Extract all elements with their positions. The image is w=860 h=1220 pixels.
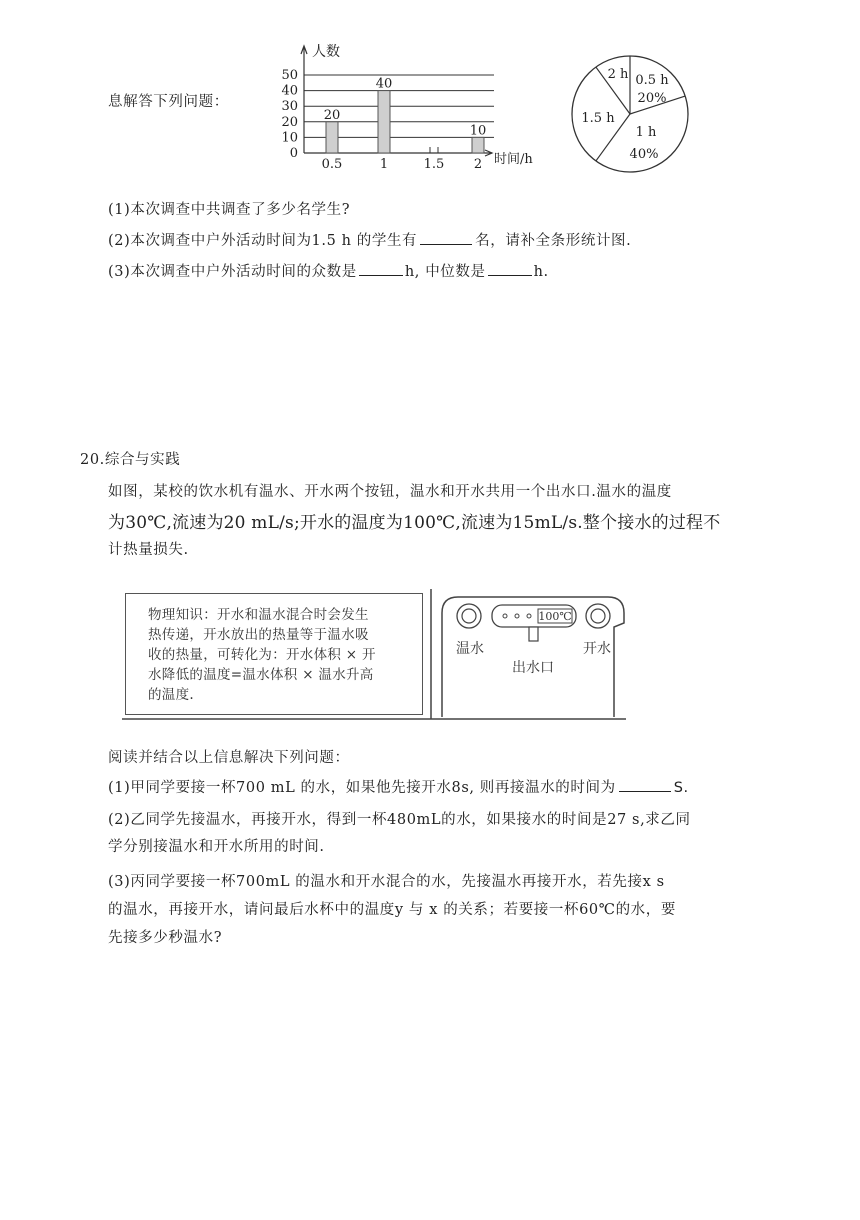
y-tick-label: 20 xyxy=(281,114,298,130)
y-tick-label: 30 xyxy=(281,99,298,115)
pie-slice-value: 20% xyxy=(637,91,667,106)
bar-value-label: 20 xyxy=(323,107,341,123)
x-tick-label: 0.5 xyxy=(321,157,343,172)
hot-water-button-inner-icon xyxy=(591,609,605,623)
q20-sub1 xyxy=(108,776,689,797)
water-outlet-icon xyxy=(529,627,538,641)
q19-sub1: (1)本次调查中共调查了多少名学生? xyxy=(108,202,351,218)
pie-slice-label: 1.5 h xyxy=(581,111,615,126)
indicator-dot-icon xyxy=(515,614,519,618)
pie-slice-label: 2 h xyxy=(607,67,629,82)
bar xyxy=(472,137,484,153)
x-tick-label: 1.5 xyxy=(423,157,445,172)
physics-line: 的温度. xyxy=(148,687,194,703)
indicator-dot-icon xyxy=(527,614,531,618)
y-tick-label: 10 xyxy=(281,130,298,146)
pie-chart xyxy=(568,52,693,177)
q20-sub1-text-a: (1)甲同学要接一杯700 mL 的水，如果他先接开水8s, 则再接温水的时间为 xyxy=(108,780,616,796)
y-tick-label: 0 xyxy=(289,146,298,161)
q19-sub3-text-c: h. xyxy=(533,264,549,280)
q20-sub2-line2: 学分别接温水和开水所用的时间. xyxy=(108,839,325,855)
warm-water-button-icon[interactable] xyxy=(457,604,481,628)
q20-para-line3: 计热量损失. xyxy=(108,542,189,558)
dispenser-body xyxy=(442,597,624,717)
q19-sub3 xyxy=(108,260,549,281)
y-axis-label: 人数 xyxy=(312,44,340,60)
water-dispenser-figure xyxy=(120,583,630,723)
q20-sub3-line3: 先接多少秒温水? xyxy=(108,930,223,946)
x-tick-label: 2 xyxy=(473,157,483,172)
q19-intro: 息解答下列问题： xyxy=(108,94,229,110)
bar-value-label: 10 xyxy=(469,123,487,139)
q20-para-line1: 如图，某校的饮水机有温水、开水两个按钮，温水和开水共用一个出水口.温水的温度 xyxy=(108,484,672,500)
q19-sub2-text-a: (2)本次调查中户外活动时间为1.5 h 的学生有 xyxy=(108,233,418,249)
q20-title: 20.综合与实践 xyxy=(80,452,181,468)
answer-blank[interactable] xyxy=(359,261,403,276)
physics-line: 热传递，开水放出的热量等于温水吸 xyxy=(148,627,369,643)
y-tick-label: 50 xyxy=(281,68,298,83)
pie-chart-slices xyxy=(572,56,688,172)
warm-water-label: 温水 xyxy=(456,641,484,657)
answer-blank[interactable] xyxy=(420,230,472,245)
q20-sub2-line1: (2)乙同学先接温水，再接开水，得到一杯480mL的水，如果接水的时间是27 s,求乙同 xyxy=(108,812,691,828)
bar-chart xyxy=(270,40,550,175)
hot-water-label: 开水 xyxy=(583,641,611,657)
bar-value-label: 40 xyxy=(375,76,393,92)
pie-slice-label: 0.5 h xyxy=(635,73,669,88)
q19-sub3-text-a: (3)本次调查中户外活动时间的众数是 xyxy=(108,264,357,280)
q19-sub2-text-b: 名，请补全条形统计图. xyxy=(475,233,632,249)
pie-slice-value: 40% xyxy=(629,147,659,162)
bar xyxy=(326,122,338,153)
temperature-display-text: 100℃ xyxy=(538,610,572,623)
hot-water-button-icon[interactable] xyxy=(586,604,610,628)
q20-sub3-line2: 的温水，再接开水，请问最后水杯中的温度y 与 x 的关系；若要接一杯60℃的水，要 xyxy=(108,902,676,918)
warm-water-button-inner-icon xyxy=(462,609,476,623)
x-axis-label: 时间/h xyxy=(494,152,533,167)
physics-line: 物理知识：开水和温水混合时会发生 xyxy=(148,607,369,623)
outlet-label: 出水口 xyxy=(512,660,554,676)
pie-slice-label: 1 h xyxy=(635,125,657,140)
q19-sub3-text-b: h, 中位数是 xyxy=(404,264,486,280)
indicator-dot-icon xyxy=(503,614,507,618)
q19-sub2 xyxy=(108,229,631,250)
answer-blank[interactable] xyxy=(619,777,671,792)
answer-blank[interactable] xyxy=(488,261,532,276)
q20-sub3-line1: (3)丙同学要接一杯700mL 的温水和开水混合的水，先接温水再接开水，若先接x s xyxy=(108,874,665,890)
x-tick-label: 1 xyxy=(379,157,389,172)
q20-prompt: 阅读并结合以上信息解决下列问题： xyxy=(108,750,350,766)
y-tick-label: 40 xyxy=(281,83,298,99)
q20-sub1-text-b: S. xyxy=(673,780,689,796)
physics-line: 收的热量，可转化为：开水体积 × 开 xyxy=(148,647,376,663)
bar xyxy=(378,91,390,153)
physics-line: 水降低的温度=温水体积 × 温水升高 xyxy=(148,667,374,683)
q20-para-line2: 为30℃,流速为20 mL/s;开水的温度为100℃,流速为15mL/s.整个接水的过程不 xyxy=(108,513,721,533)
